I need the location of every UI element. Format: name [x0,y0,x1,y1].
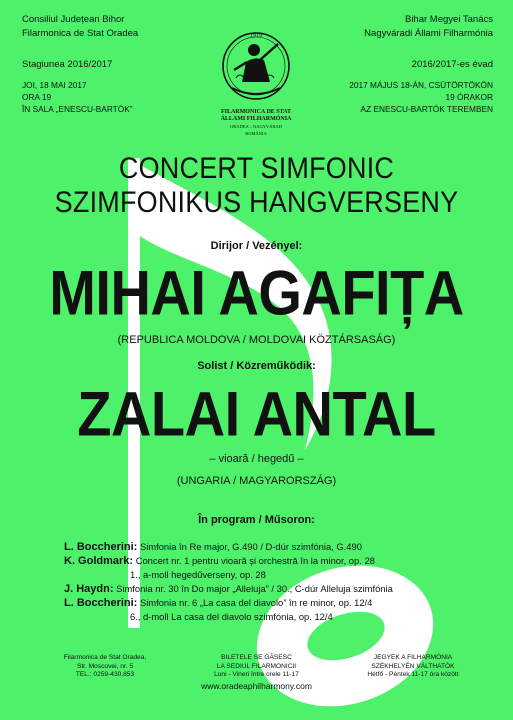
conductor-name: MIHAI AGAFIȚA [49,257,464,328]
soloist-name: ZALAI ANTAL [77,378,436,449]
program-item [64,582,393,596]
program-item-continued: 6., d-moll La casa del diavolo szimfónia, op. 12/4 [130,611,333,622]
program-composer: J. Haydn: [64,583,114,595]
header-right-org1: Bihar Megyei Tanács [404,14,493,25]
header-left-date: JOI, 18 MAI 2017 [22,80,87,90]
program-work: Concert nr. 1 pentru vioară și orchestră în la minor, op. 28 [135,555,375,566]
program-list [64,540,393,624]
program-item-continued: 1., a-moll hegedűverseny, op. 28 [130,569,266,580]
header-left-season: Stagiunea 2016/2017 [22,59,113,70]
concert-title-ro: CONCERT SIMFONIC [118,151,395,185]
header-right-org2: Nagyváradi Állami Filharmónia [364,28,493,39]
footer-right-line1: JEGYEK A FILHARMÓNIA [373,654,453,661]
logo-line1: FILARMONICA DE STAT [220,109,292,115]
header-left-org1: Consiliul Județean Bihor [22,14,125,25]
footer-center-line3: Luni - Vineri între orele 11-17 [214,671,299,678]
footer-right-line2: SZÉKHELYÉN VÁLTHATÓK [371,662,455,670]
conductor-country: (REPUBLICA MOLDOVA / MOLDOVAI KÖZTÁRSASÁG) [117,334,396,346]
footer-tickets-ro [186,654,327,690]
header-left-venue: ÎN SALA „ENESCU-BARTÓK” [22,104,133,114]
footer-address [40,654,170,680]
footer-center-line1: BILETELE SE GĂSESC [221,654,292,661]
program-work: Simfonia nr. 6 „La casa del diavolo” în re minor, op. 12/4 [139,597,373,608]
logo-line4: ROMÂNIA [245,131,267,136]
conductor-label: Dirijor / Vezényel: [210,240,303,252]
soloist-instrument: – vioară / hegedű – [209,453,304,465]
logo-line3: ORADEA – NAGYVÁRAD [229,124,282,129]
footer-center-line2: LA SEDIUL FILARMONICII [216,662,297,670]
header-right-time: 19 ÓRAKOR [445,92,493,102]
footer-left-line2: Str. Moscovei, nr. 5 [76,662,134,670]
program-item [64,540,393,554]
program-heading: În program / Műsoron: [198,514,315,526]
header-right-date: 2017 MÁJUS 18-ÁN, CSÜTÖRTÖKÖN [349,80,493,90]
program-composer: L. Boccherini: [64,541,138,553]
soloist-label: Solist / Közreműködik: [197,360,316,372]
footer-left-line1: Filarmonica de Stat Oradea, [63,654,147,661]
program-composer: L. Boccherini: [64,597,138,609]
logo-line2: ÁLLAMI FILHARMÓNIA [220,116,292,122]
concert-title-hu: SZIMFONIKUS HANGVERSENY [54,185,459,219]
conductor-emblem-icon [214,30,298,104]
program-item [64,554,393,568]
program-work: Simfonia nr. 30 în Do major „Alleluja” / 30., C-dúr Alleluja szimfónia [116,583,393,594]
soloist-country: (UNGARIA / MAGYARORSZÁG) [176,475,337,487]
footer-right-line3: Hétfő - Péntek 11-17 óra között [367,671,459,678]
program-work: Simfonia în Re major, G.490 / D-dúr szimfónia, G.490 [139,541,362,552]
header-right-venue: AZ ENESCU-BARTÓK TEREMBEN [360,104,493,114]
logo-year: 1919 [250,33,262,39]
header-left-time: ORA 19 [22,92,52,102]
header-right-season: 2016/2017-es évad [411,59,493,70]
footer-tickets-hu [343,654,483,680]
header-left-org2: Filarmonica de Stat Oradea [22,28,139,39]
program-item [64,596,393,610]
footer-website[interactable]: www.oradeaphilharmony.com [201,680,312,691]
footer-left-line3: TEL.: 0259-430.853 [75,671,135,678]
philharmonic-logo [206,30,306,137]
program-composer: K. Goldmark: [64,555,134,567]
